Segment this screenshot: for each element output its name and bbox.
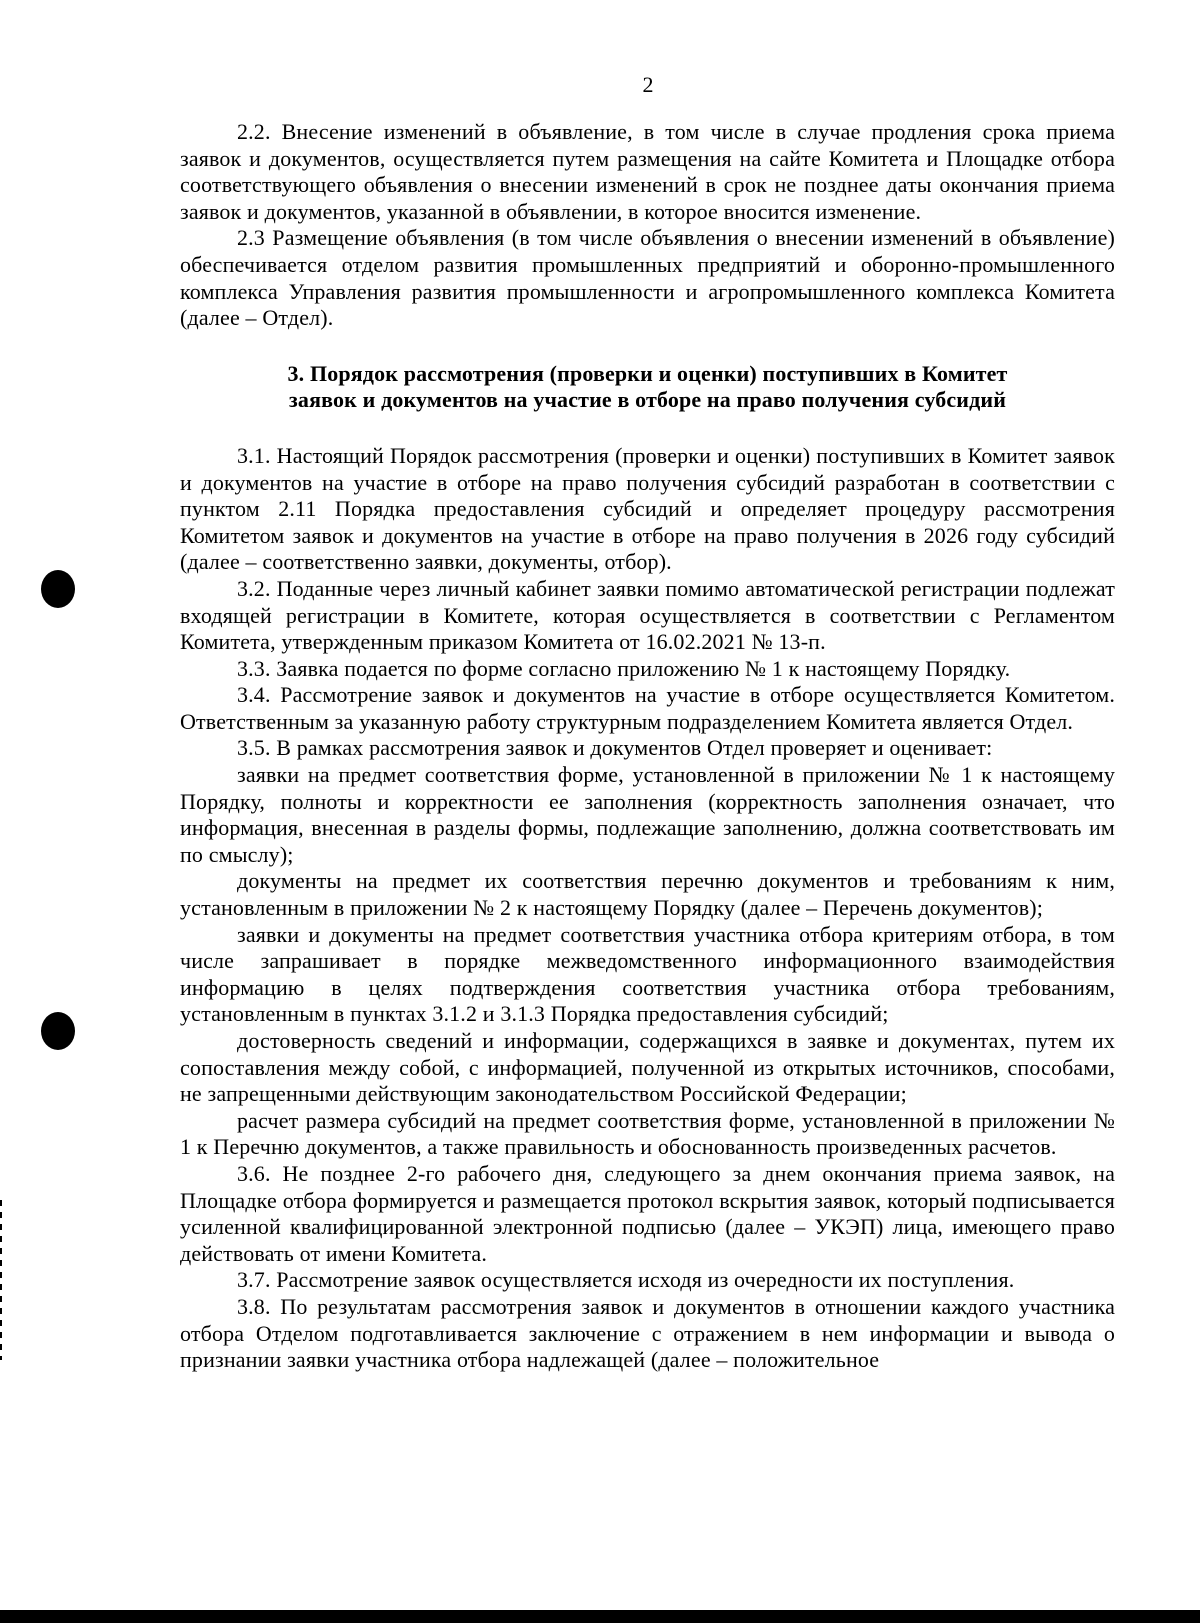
page-number: 2 — [642, 72, 654, 97]
paragraph-3-6: 3.6. Не позднее 2-го рабочего дня, следующего за днем окончания приема заявок, на Площадке отбора формируется и размещается протокол вскрытия заявок, который подписывается усиленной квалифицированной электронной подписью (далее – УКЭП) лица, имеющего право действовать от имени Комитета. — [180, 1160, 1115, 1266]
scan-edge-bottom-bar — [0, 1610, 1200, 1623]
paragraph-2-3: 2.3 Размещение объявления (в том числе объявления о внесении изменений в объявление) обеспечивается отделом развития промышленных предприятий и оборонно-промышленного комплекса Управления развития промышленности и агропромышленного комплекса Комитета (далее – Отдел). — [180, 225, 1115, 331]
section-3-heading — [180, 361, 1115, 414]
list-item-3-5-calculation: расчет размера субсидий на предмет соответствия форме, установленной в приложении № 1 к Перечню документов, а также правильность и обоснованность произведенных расчетов. — [180, 1107, 1115, 1160]
scan-edge-artifact — [0, 1200, 2, 1360]
list-item-3-5-criteria: заявки и документы на предмет соответствия участника отбора критериям отбора, в том числе запрашивает в порядке межведомственного информационного взаимодействия информацию в целях подтверждения соответствия участника отбора требованиям, установленным в пунктах 3.1.2 и 3.1.3 Порядка предоставления субсидий; — [180, 921, 1115, 1027]
list-item-3-5-documents: документы на предмет их соответствия перечню документов и требованиям к ним, установленным в приложении № 2 к настоящему Порядку (далее – Перечень документов); — [180, 868, 1115, 921]
paragraph-3-1: 3.1. Настоящий Порядок рассмотрения (проверки и оценки) поступивших в Комитет заявок и документов на участие в отборе на право получения субсидий разработан в соответствии с пунктом 2.11 Порядка предоставления субсидий и определяет процедуру рассмотрения Комитетом заявок и документов на участие в отборе на право получения в 2026 году субсидий (далее – соответственно заявки, документы, отбор). — [180, 442, 1115, 575]
paragraph-3-7: 3.7. Рассмотрение заявок осуществляется исходя из очередности их поступления. — [237, 1267, 1015, 1293]
list-item-3-5-forms: заявки на предмет соответствия форме, установленной в приложении № 1 к настоящему Порядку, полноты и корректности ее заполнения (корректность заполнения означает, что информация, внесенная в разделы формы, подлежащие заполнению, должна соответствовать им по смыслу); — [180, 762, 1115, 867]
paragraph-3-4: 3.4. Рассмотрение заявок и документов на участие в отборе осуществляется Комитетом. Ответственным за указанную работу структурным подразделением Комитета является Отдел. — [180, 682, 1115, 734]
paragraph-3-5: 3.5. В рамках рассмотрения заявок и документов Отдел проверяет и оценивает: — [237, 735, 993, 761]
punch-hole-mark — [41, 570, 75, 608]
list-item-3-5-reliability: достоверность сведений и информации, содержащихся в заявке и документах, путем их сопоставления между собой, с информацией, полученной из открытых источников, способами, не запрещенными действующим законодательством Российской Федерации; — [180, 1028, 1115, 1107]
section-3-heading-line-2: заявок и документов на участие в отборе на право получения субсидий — [288, 387, 1007, 413]
paragraph-2-2: 2.2. Внесение изменений в объявление, в том числе в случае продления срока приема заявок и документов, осуществляется путем размещения на сайте Комитета и Площадке отбора соответствующего объявления о внесении изменений в срок не позднее даты окончания приема заявок и документов, указанной в объявлении, в которое вносится изменение. — [180, 119, 1115, 224]
paragraph-3-3: 3.3. Заявка подается по форме согласно приложению № 1 к настоящему Порядку. — [237, 655, 1011, 681]
document-body — [180, 119, 1115, 1374]
paragraph-3-2: 3.2. Поданные через личный кабинет заявки помимо автоматической регистрации подлежат входящей регистрации в Комитете, которая осуществляется в соответствии с Регламентом Комитета, утвержденным приказом Комитета от 16.02.2021 № 13-п. — [180, 575, 1115, 655]
section-3-heading-line-1: 3. Порядок рассмотрения (проверки и оценки) поступивших в Комитет — [287, 360, 1008, 386]
paragraph-3-8: 3.8. По результатам рассмотрения заявок и документов в отношении каждого участника отбора Отделом подготавливается заключение с отражением в нем информации и вывода о признании заявки участника отбора надлежащей (далее – положительное — [180, 1293, 1115, 1373]
punch-hole-mark — [41, 1012, 75, 1050]
